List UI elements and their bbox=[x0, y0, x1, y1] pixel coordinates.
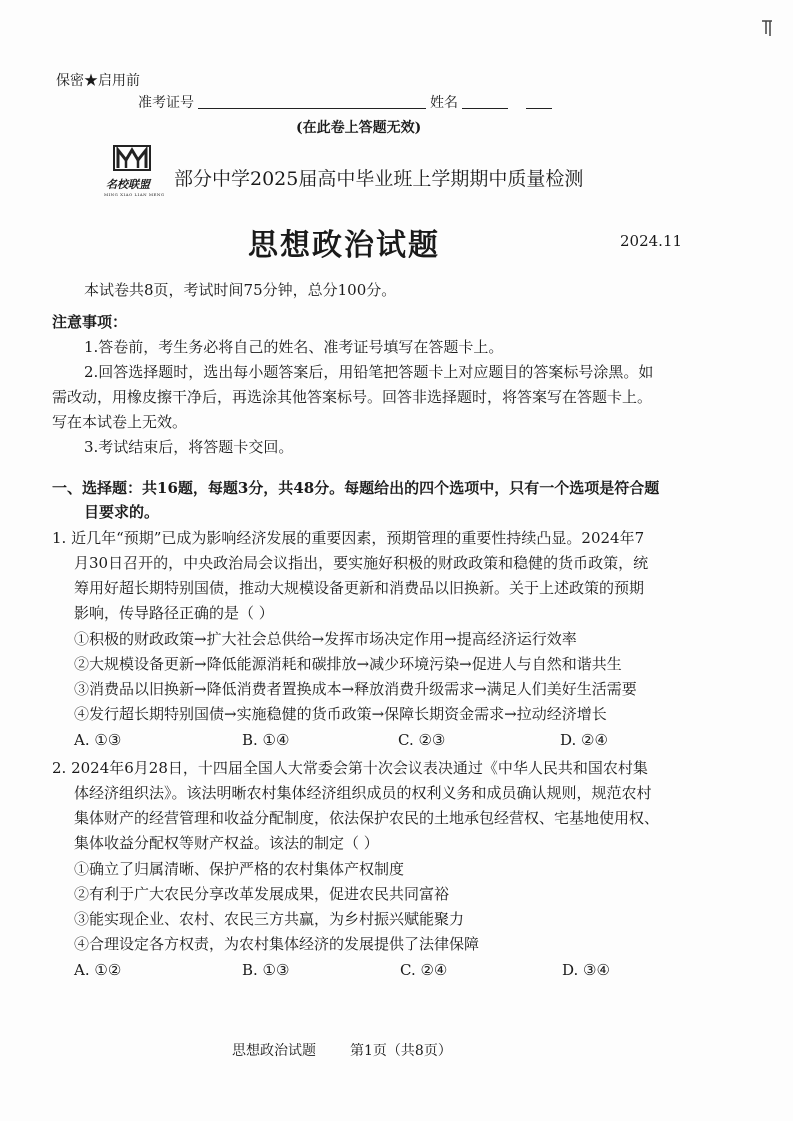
q2-option-2: ②有利于广大农民分享改革发展成果，促进农民共同富裕 bbox=[74, 885, 450, 903]
q1-choice-a: A. ①③ bbox=[74, 731, 122, 749]
q2-option-4: ④合理设定各方权责，为农村集体经济的发展提供了法律保障 bbox=[74, 935, 480, 953]
q2-option-1: ①确立了归属清晰、保护严格的农村集体产权制度 bbox=[74, 860, 405, 878]
invalid-note: (在此卷上答题无效) bbox=[296, 120, 422, 136]
q2-stem-line-2: 体经济组织法》。该法明晰农村集体经济组织成员的权利义务和成员确认规则，规范农村 bbox=[74, 784, 652, 802]
logo-text: 名校联盟 bbox=[106, 178, 150, 191]
school-alliance-logo bbox=[100, 144, 168, 202]
q2-choice-a: A. ①② bbox=[74, 961, 122, 979]
q1-choice-b: B. ①④ bbox=[242, 731, 290, 749]
q2-stem-line-3: 集体财产的经营管理和收益分配制度，依法保护农民的土地承包经营权、宅基地使用权、 bbox=[74, 809, 660, 827]
section-heading-line-1: 一、选择题：共16题，每题3分，共48分。每题给出的四个选项中，只有一个选项是符合题 bbox=[52, 479, 660, 497]
q1-choice-d: D. ②④ bbox=[560, 731, 608, 749]
name-blank-2 bbox=[526, 108, 552, 109]
ticket-number-blank bbox=[198, 108, 426, 109]
section-heading-line-2: 目要求的。 bbox=[84, 503, 160, 521]
logo-mark-icon bbox=[112, 144, 152, 172]
note-2-line-1: 2.回答选择题时，选出每小题答案后，用铅笔把答题卡上对应题目的答案标号涂黑。如 bbox=[84, 363, 654, 381]
notes-heading: 注意事项： bbox=[52, 313, 128, 331]
q1-option-4: ④发行超长期特别国债→实施稳健的货币政策→保障长期资金需求→拉动经济增长 bbox=[74, 705, 607, 723]
q2-choice-c: C. ②④ bbox=[400, 961, 448, 979]
note-2-line-3: 写在本试卷上无效。 bbox=[52, 413, 188, 431]
q2-option-3: ③能实现企业、农村、农民三方共赢，为乡村振兴赋能聚力 bbox=[74, 910, 465, 928]
note-1: 1.答卷前，考生务必将自己的姓名、准考证号填写在答题卡上。 bbox=[84, 338, 504, 356]
q2-choice-d: D. ③④ bbox=[562, 961, 610, 979]
q2-choice-b: B. ①③ bbox=[242, 961, 290, 979]
corner-mark-icon bbox=[760, 18, 774, 38]
q2-stem-line-4: 集体收益分配权等财产权益。该法的制定（ ） bbox=[74, 834, 379, 852]
ticket-label: 准考证号 bbox=[138, 95, 194, 111]
q1-option-1: ①积极的财政政策→扩大社会总供给→发挥市场决定作用→提高经济运行效率 bbox=[74, 630, 577, 648]
footer-page-number: 第1页（共8页） bbox=[350, 1043, 452, 1059]
note-2-line-2: 需改动，用橡皮擦干净后，再选涂其他答案标号。回答非选择题时，将答案写在答题卡上。 bbox=[52, 388, 653, 406]
subject-title: 思想政治试题 bbox=[248, 228, 440, 263]
name-blank bbox=[462, 108, 508, 109]
q1-stem-line-1: 1. 近几年“预期”已成为影响经济发展的重要因素，预期管理的重要性持续凸显。2024年7 bbox=[52, 529, 645, 547]
q1-stem-line-2: 月30日召开的，中央政治局会议指出，要实施好积极的财政政策和稳健的货币政策，统 bbox=[74, 554, 649, 572]
exam-date: 2024.11 bbox=[620, 232, 683, 250]
q1-choice-c: C. ②③ bbox=[398, 731, 446, 749]
q1-option-2: ②大规模设备更新→降低能源消耗和碳排放→减少环境污染→促进人与自然和谐共生 bbox=[74, 655, 622, 673]
intro-text: 本试卷共8页，考试时间75分钟，总分100分。 bbox=[84, 281, 397, 299]
exam-title: 部分中学2025届高中毕业班上学期期中质量检测 bbox=[174, 168, 584, 190]
note-3: 3.考试结束后，将答题卡交回。 bbox=[84, 438, 294, 456]
logo-pinyin: MING XIAO LIAN MENG bbox=[104, 192, 165, 197]
q1-stem-line-4: 影响，传导路径正确的是（ ） bbox=[74, 604, 274, 622]
name-label: 姓名 bbox=[430, 95, 458, 111]
q1-option-3: ③消费品以旧换新→降低消费者置换成本→释放消费升级需求→满足人们美好生活需要 bbox=[74, 680, 637, 698]
q1-stem-line-3: 筹用好超长期特别国债，推动大规模设备更新和消费品以旧换新。关于上述政策的预期 bbox=[74, 579, 645, 597]
secret-label: 保密★启用前 bbox=[56, 73, 140, 89]
footer-subject: 思想政治试题 bbox=[232, 1043, 316, 1059]
q2-stem-line-1: 2. 2024年6月28日，十四届全国人大常委会第十次会议表决通过《中华人民共和国农村集 bbox=[52, 759, 648, 777]
